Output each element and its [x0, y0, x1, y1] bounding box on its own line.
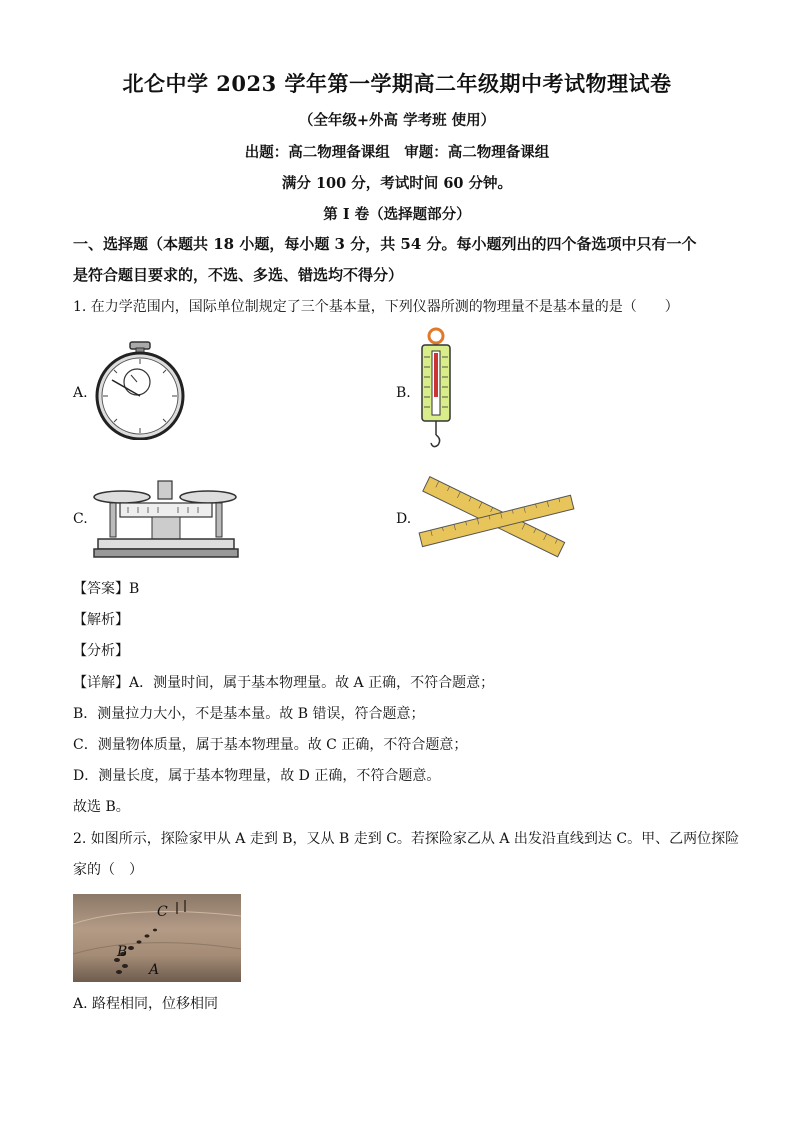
q1-option-a-label: A.	[73, 385, 88, 401]
score-time-line: 满分 100 分，考试时间 60 分钟。	[281, 175, 513, 192]
photo-label-a: A	[149, 962, 160, 978]
q1-stem: 1. 在力学范围内，国际单位制规定了三个基本量，下列仪器所测的物理量不是基本量的是（ ）	[73, 299, 679, 315]
authors-line: 出题：高二物理备课组 审题：高二物理备课组	[244, 144, 550, 161]
photo-label-c: C	[157, 904, 168, 920]
page-title: 北仑中学 2023 学年第一学期高二年级期中考试物理试卷	[122, 71, 672, 96]
section-heading-line1: 一、选择题（本题共 18 小题，每小题 3 分，共 54 分。每小题列出的四个备选项中只有一个	[73, 235, 697, 253]
q1-detail-line: B．测量拉力大小，不是基本量。故 B 错误，符合题意；	[73, 706, 425, 722]
q1-detail-line: 【详解】A．测量时间，属于基本物理量。故 A 正确，不符合题意；	[73, 675, 495, 691]
q1-answer: 【答案】B	[73, 581, 140, 597]
stopwatch-icon	[90, 340, 190, 440]
q1-conclusion: 故选 B。	[73, 799, 130, 815]
rulers-icon	[416, 474, 576, 564]
q2-stem-line2: 家的（ ）	[73, 862, 143, 878]
q1-jiexi-heading: 【解析】	[73, 612, 129, 628]
section-heading-line2: 是符合题目要求的，不选、多选、错选均不得分）	[73, 266, 404, 284]
q1-option-d-label: D.	[396, 511, 412, 527]
balance-scale-icon	[92, 477, 242, 561]
q1-option-b-label: B.	[396, 385, 411, 401]
q1-detail-line: C．测量物体质量，属于基本物理量。故 C 正确，不符合题意；	[73, 737, 468, 753]
q2-stem-line1: 2. 如图所示，探险家甲从 A 走到 B，又从 B 走到 C。若探险家乙从 A 出发沿直线到达 C。甲、乙两位探险	[73, 831, 740, 847]
desert-footprints-photo	[73, 894, 241, 982]
q2-option-a: A. 路程相同，位移相同	[73, 996, 219, 1012]
q1-detail-line: D．测量长度，属于基本物理量，故 D 正确，不符合题意。	[73, 768, 441, 784]
q1-fenxi-heading: 【分析】	[73, 643, 129, 659]
q1-option-c-label: C.	[73, 511, 88, 527]
page-subtitle: （全年级+外高 学考班 使用）	[298, 112, 496, 129]
photo-label-b: B	[117, 944, 128, 960]
part-heading: 第 I 卷（选择题部分）	[323, 206, 471, 223]
spring-scale-icon	[418, 327, 454, 455]
